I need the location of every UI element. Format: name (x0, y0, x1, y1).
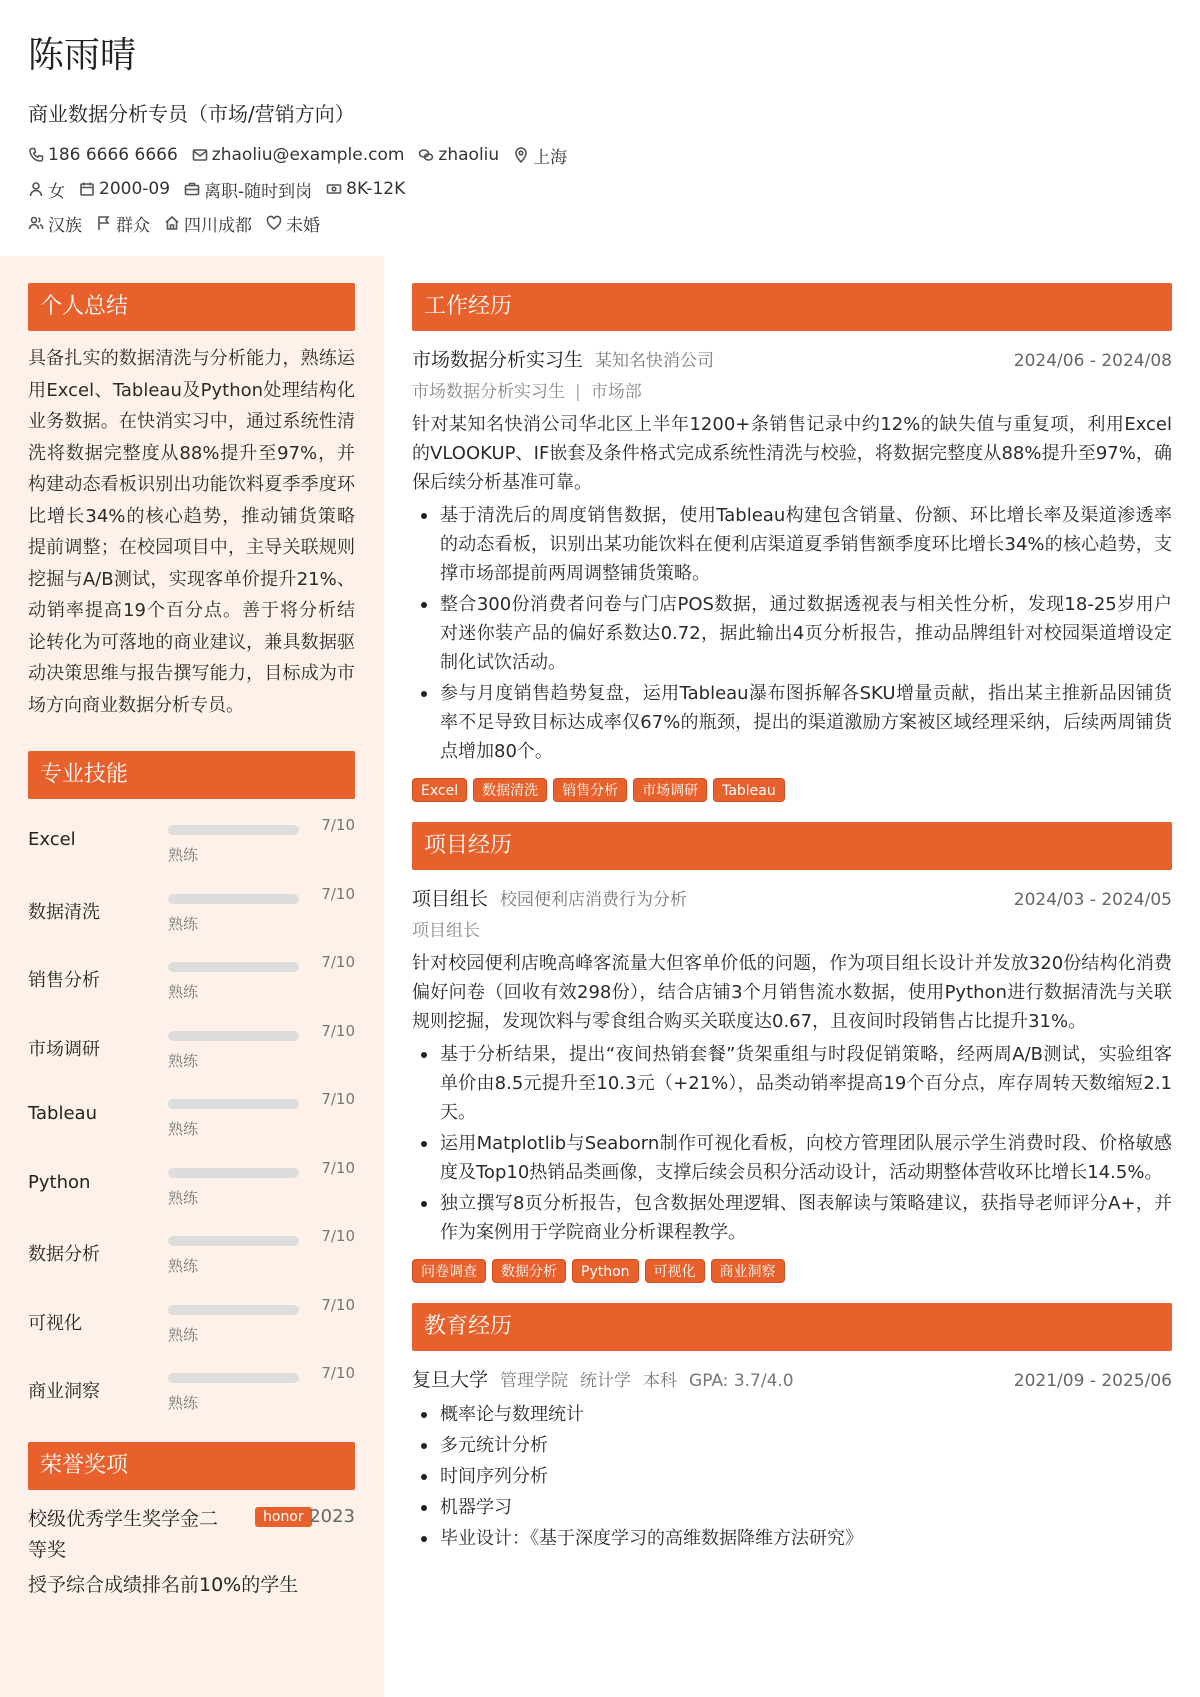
user-icon (28, 181, 44, 197)
heart-icon (266, 215, 282, 231)
work-tag: 数据清洗 (473, 778, 547, 802)
skill-score: 7/10 (321, 816, 355, 834)
project-entry-header (412, 884, 1172, 912)
contact-row-1 (28, 138, 1168, 172)
home-icon (164, 215, 180, 231)
main-content (412, 283, 1172, 1555)
work-subline (412, 377, 1172, 402)
skill-item (28, 811, 355, 880)
skill-bar (168, 1305, 299, 1315)
work-bullet: 参与月度销售趋势复盘，运用Tableau瀑布图拆解各SKU增量贡献，指出某主推新品因铺货率不足导致目标达成率仅67%的瓶颈，提出的渠道激励方案被区域经理采纳，后续两周铺货点增加80个。 (412, 679, 1172, 766)
skill-name: 销售分析 (28, 970, 100, 991)
skill-item (28, 1085, 355, 1154)
project-description: 针对校园便利店晚高峰客流量大但客单价低的问题，作为项目组长设计并发放320份结构化消费偏好问卷（回收有效298份），结合店铺3个月销售流水数据，使用Python进行数据清洗与关联规则挖掘，发现饮料与零食组合购买关联度达0.67，且夜间时段销售占比提升31%。 (412, 953, 1172, 1032)
work-tag: Tableau (713, 778, 785, 802)
skill-score: 7/10 (321, 1364, 355, 1382)
skill-level: 熟练 (168, 1257, 199, 1275)
project-tag: 问卷调查 (412, 1259, 486, 1283)
honor-year: 2023 (309, 1505, 355, 1527)
skill-score: 7/10 (321, 1227, 355, 1245)
course-item: 毕业设计：《基于深度学习的高维数据降维方法研究》 (412, 1524, 1172, 1553)
contact-wechat[interactable]: zhaoliu (418, 145, 499, 165)
skill-score: 7/10 (321, 1295, 355, 1314)
work-department: 市场部 (590, 382, 642, 402)
info-marital: 未婚 (266, 211, 320, 236)
work-role: 市场数据分析实习生 (412, 349, 584, 371)
skill-name: Excel (28, 829, 76, 850)
major-name: 统计学 (580, 1371, 632, 1391)
skill-level: 熟练 (168, 1051, 199, 1070)
school-name: 复旦大学 (412, 1369, 489, 1391)
skill-bar (168, 1373, 299, 1383)
skill-bar (168, 1236, 299, 1246)
work-bullet: 整合300份消费者问卷与门店POS数据，通过数据透视表与相关性分析，发现18-25岁用户对迷你装产品的偏好系数达0.72，据此输出4页分析报告，推动品牌组针对校园渠道增设定制化试饮活动。 (412, 590, 1172, 677)
project-tags (412, 1259, 1172, 1283)
mail-icon (192, 147, 208, 163)
skill-item (28, 1154, 355, 1223)
skill-level: 熟练 (168, 1325, 199, 1344)
project-bullet: 基于分析结果，提出“夜间热销套餐”货架重组与时段促销策略，经两周A/B测试，实验组客单价由8.5元提升至10.3元（+21%），品类动销率提高19个百分点，库存周转天数缩短2.1天。 (412, 1040, 1172, 1127)
project-role: 项目组长 (412, 888, 489, 910)
skill-level: 熟练 (168, 983, 199, 1001)
candidate-name: 陈雨晴 (28, 35, 137, 76)
college-name: 管理学院 (500, 1371, 569, 1391)
skill-bar (168, 894, 299, 904)
skill-bar (168, 1031, 299, 1041)
summary-text: 具备扎实的数据清洗与分析能力，熟练运用Excel、Tableau及Python处理结构化业务数据。在快消实习中，通过系统性清洗将数据完整度从88%提升至97%，并构建动态看板识别出功能饮料夏季季度环比增长34%的核心趋势，推动铺货策略提前调整；在校园项目中，主导关联规则挖掘与A/B测试，实现客单价提升21%、动销率提高19个百分点。善于将分析结论转化为可落地的商业建议，兼具数据驱动决策思维与报告撰写能力，目标成为市场方向商业数据分析专员。 (28, 348, 355, 716)
project-sub-role: 项目组长 (412, 921, 480, 941)
work-company: 某知名快消公司 (595, 351, 715, 371)
skill-item (28, 1359, 355, 1428)
skill-item (28, 880, 355, 949)
skill-level: 熟练 (168, 914, 199, 933)
contact-phone[interactable]: 186 6666 6666 (28, 145, 178, 165)
briefcase-icon (184, 181, 200, 197)
skill-list (28, 811, 355, 1428)
skill-name: 市场调研 (28, 1038, 100, 1060)
degree: 本科 (643, 1371, 678, 1391)
contact-row-3 (28, 206, 1168, 240)
work-description: 针对某知名快消公司华北区上半年1200+条销售记录中约12%的缺失值与重复项，利用Excel的VLOOKUP、IF嵌套及条件格式完成系统性清洗与校验，将数据完整度从88%提升至97%，确保后续分析基准可靠。 (412, 414, 1172, 493)
skill-name: 商业洞察 (28, 1381, 100, 1402)
work-tag: 销售分析 (553, 778, 627, 802)
skill-score: 7/10 (321, 884, 355, 903)
course-item: 概率论与数理统计 (412, 1400, 1172, 1429)
skill-item (28, 1017, 355, 1086)
info-ethnicity: 汉族 (28, 211, 82, 236)
phone-icon (28, 147, 44, 163)
skill-level: 熟练 (168, 846, 199, 864)
project-date: 2024/03 - 2024/05 (1013, 890, 1172, 910)
info-political: 群众 (96, 211, 150, 236)
skill-score: 7/10 (321, 953, 355, 971)
work-tags (412, 778, 1172, 802)
honor-item (28, 1504, 355, 1566)
project-heading: 项目经历 (412, 822, 1172, 870)
skill-item (28, 948, 355, 1017)
skill-bar (168, 962, 299, 972)
calendar-icon (79, 181, 95, 197)
wechat-icon (418, 147, 434, 163)
skill-item (28, 1222, 355, 1291)
honor-badge: honor (255, 1507, 312, 1527)
gpa: GPA: 3.7/4.0 (689, 1371, 794, 1391)
course-item: 多元统计分析 (412, 1431, 1172, 1460)
course-item: 时间序列分析 (412, 1462, 1172, 1491)
skill-score: 7/10 (321, 1090, 355, 1108)
education-heading: 教育经历 (412, 1303, 1172, 1351)
project-tag: 商业洞察 (711, 1259, 785, 1283)
skill-name: 数据清洗 (28, 901, 100, 923)
sidebar (0, 256, 384, 1697)
skill-name: 可视化 (28, 1312, 82, 1334)
skill-score: 7/10 (321, 1021, 355, 1040)
summary-heading: 个人总结 (28, 283, 355, 331)
project-tag: 可视化 (645, 1259, 705, 1283)
honor-description: 授予综合成绩排名前10%的学生 (28, 1573, 299, 1596)
skills-heading: 专业技能 (28, 751, 355, 799)
education-entry-header (412, 1365, 1172, 1392)
work-entry-header (412, 345, 1172, 373)
contact-email[interactable]: zhaoliu@example.com (192, 145, 405, 165)
resume-header (28, 28, 1168, 240)
skill-level: 熟练 (168, 1394, 199, 1412)
work-sub-separator: | (575, 382, 581, 402)
work-bullets (412, 501, 1172, 766)
info-status: 离职-随时到岗 (184, 177, 312, 202)
info-birth: 2000-09 (79, 179, 170, 199)
project-tag: 数据分析 (492, 1259, 566, 1283)
project-bullet: 独立撰写8页分析报告，包含数据处理逻辑、图表解读与策略建议，获指导老师评分A+，并作为案例用于学院商业分析课程教学。 (412, 1189, 1172, 1247)
skill-name: Python (28, 1171, 91, 1193)
info-salary: 8K-12K (326, 179, 405, 199)
education-date: 2021/09 - 2025/06 (1013, 1371, 1172, 1391)
money-icon (326, 181, 342, 197)
work-tag: 市场调研 (633, 778, 707, 802)
skill-name: Tableau (28, 1103, 97, 1124)
work-bullet: 基于清洗后的周度销售数据，使用Tableau构建包含销量、份额、环比增长率及渠道渗透率的动态看板，识别出某功能饮料在便利店渠道夏季销售额季度环比增长34%的核心趋势，支撑市场部提前两周调整铺货策略。 (412, 501, 1172, 588)
skill-level: 熟练 (168, 1120, 199, 1138)
skill-name: 数据分析 (28, 1244, 100, 1265)
skill-score: 7/10 (321, 1158, 355, 1177)
flag-icon (96, 215, 112, 231)
info-gender: 女 (28, 177, 65, 202)
skill-bar (168, 825, 299, 835)
contact-row-2 (28, 172, 1168, 206)
honors-heading: 荣誉奖项 (28, 1442, 355, 1490)
work-sub-role: 市场数据分析实习生 (412, 382, 565, 402)
skill-bar (168, 1168, 299, 1178)
contact-location: 上海 (513, 143, 567, 168)
course-list (412, 1400, 1172, 1553)
skill-item (28, 1291, 355, 1360)
project-name: 校园便利店消费行为分析 (500, 890, 688, 910)
target-position: 商业数据分析专员（市场/营销方向） (28, 102, 355, 126)
skill-level: 熟练 (168, 1188, 199, 1207)
skill-bar (168, 1099, 299, 1109)
honor-title: 校级优秀学生奖学金二等奖 (28, 1507, 219, 1561)
info-hometown: 四川成都 (164, 211, 252, 236)
work-date: 2024/06 - 2024/08 (1013, 351, 1172, 371)
people-icon (28, 215, 44, 231)
location-icon (513, 147, 529, 163)
work-tag: Excel (412, 778, 467, 802)
project-bullets (412, 1040, 1172, 1247)
course-item: 机器学习 (412, 1493, 1172, 1522)
project-bullet: 运用Matplotlib与Seaborn制作可视化看板，向校方管理团队展示学生消费时段、价格敏感度及Top10热销品类画像，支撑后续会员积分活动设计，活动期整体营收环比增长14.5%。 (412, 1129, 1172, 1187)
work-heading: 工作经历 (412, 283, 1172, 331)
project-tag: Python (572, 1259, 639, 1283)
